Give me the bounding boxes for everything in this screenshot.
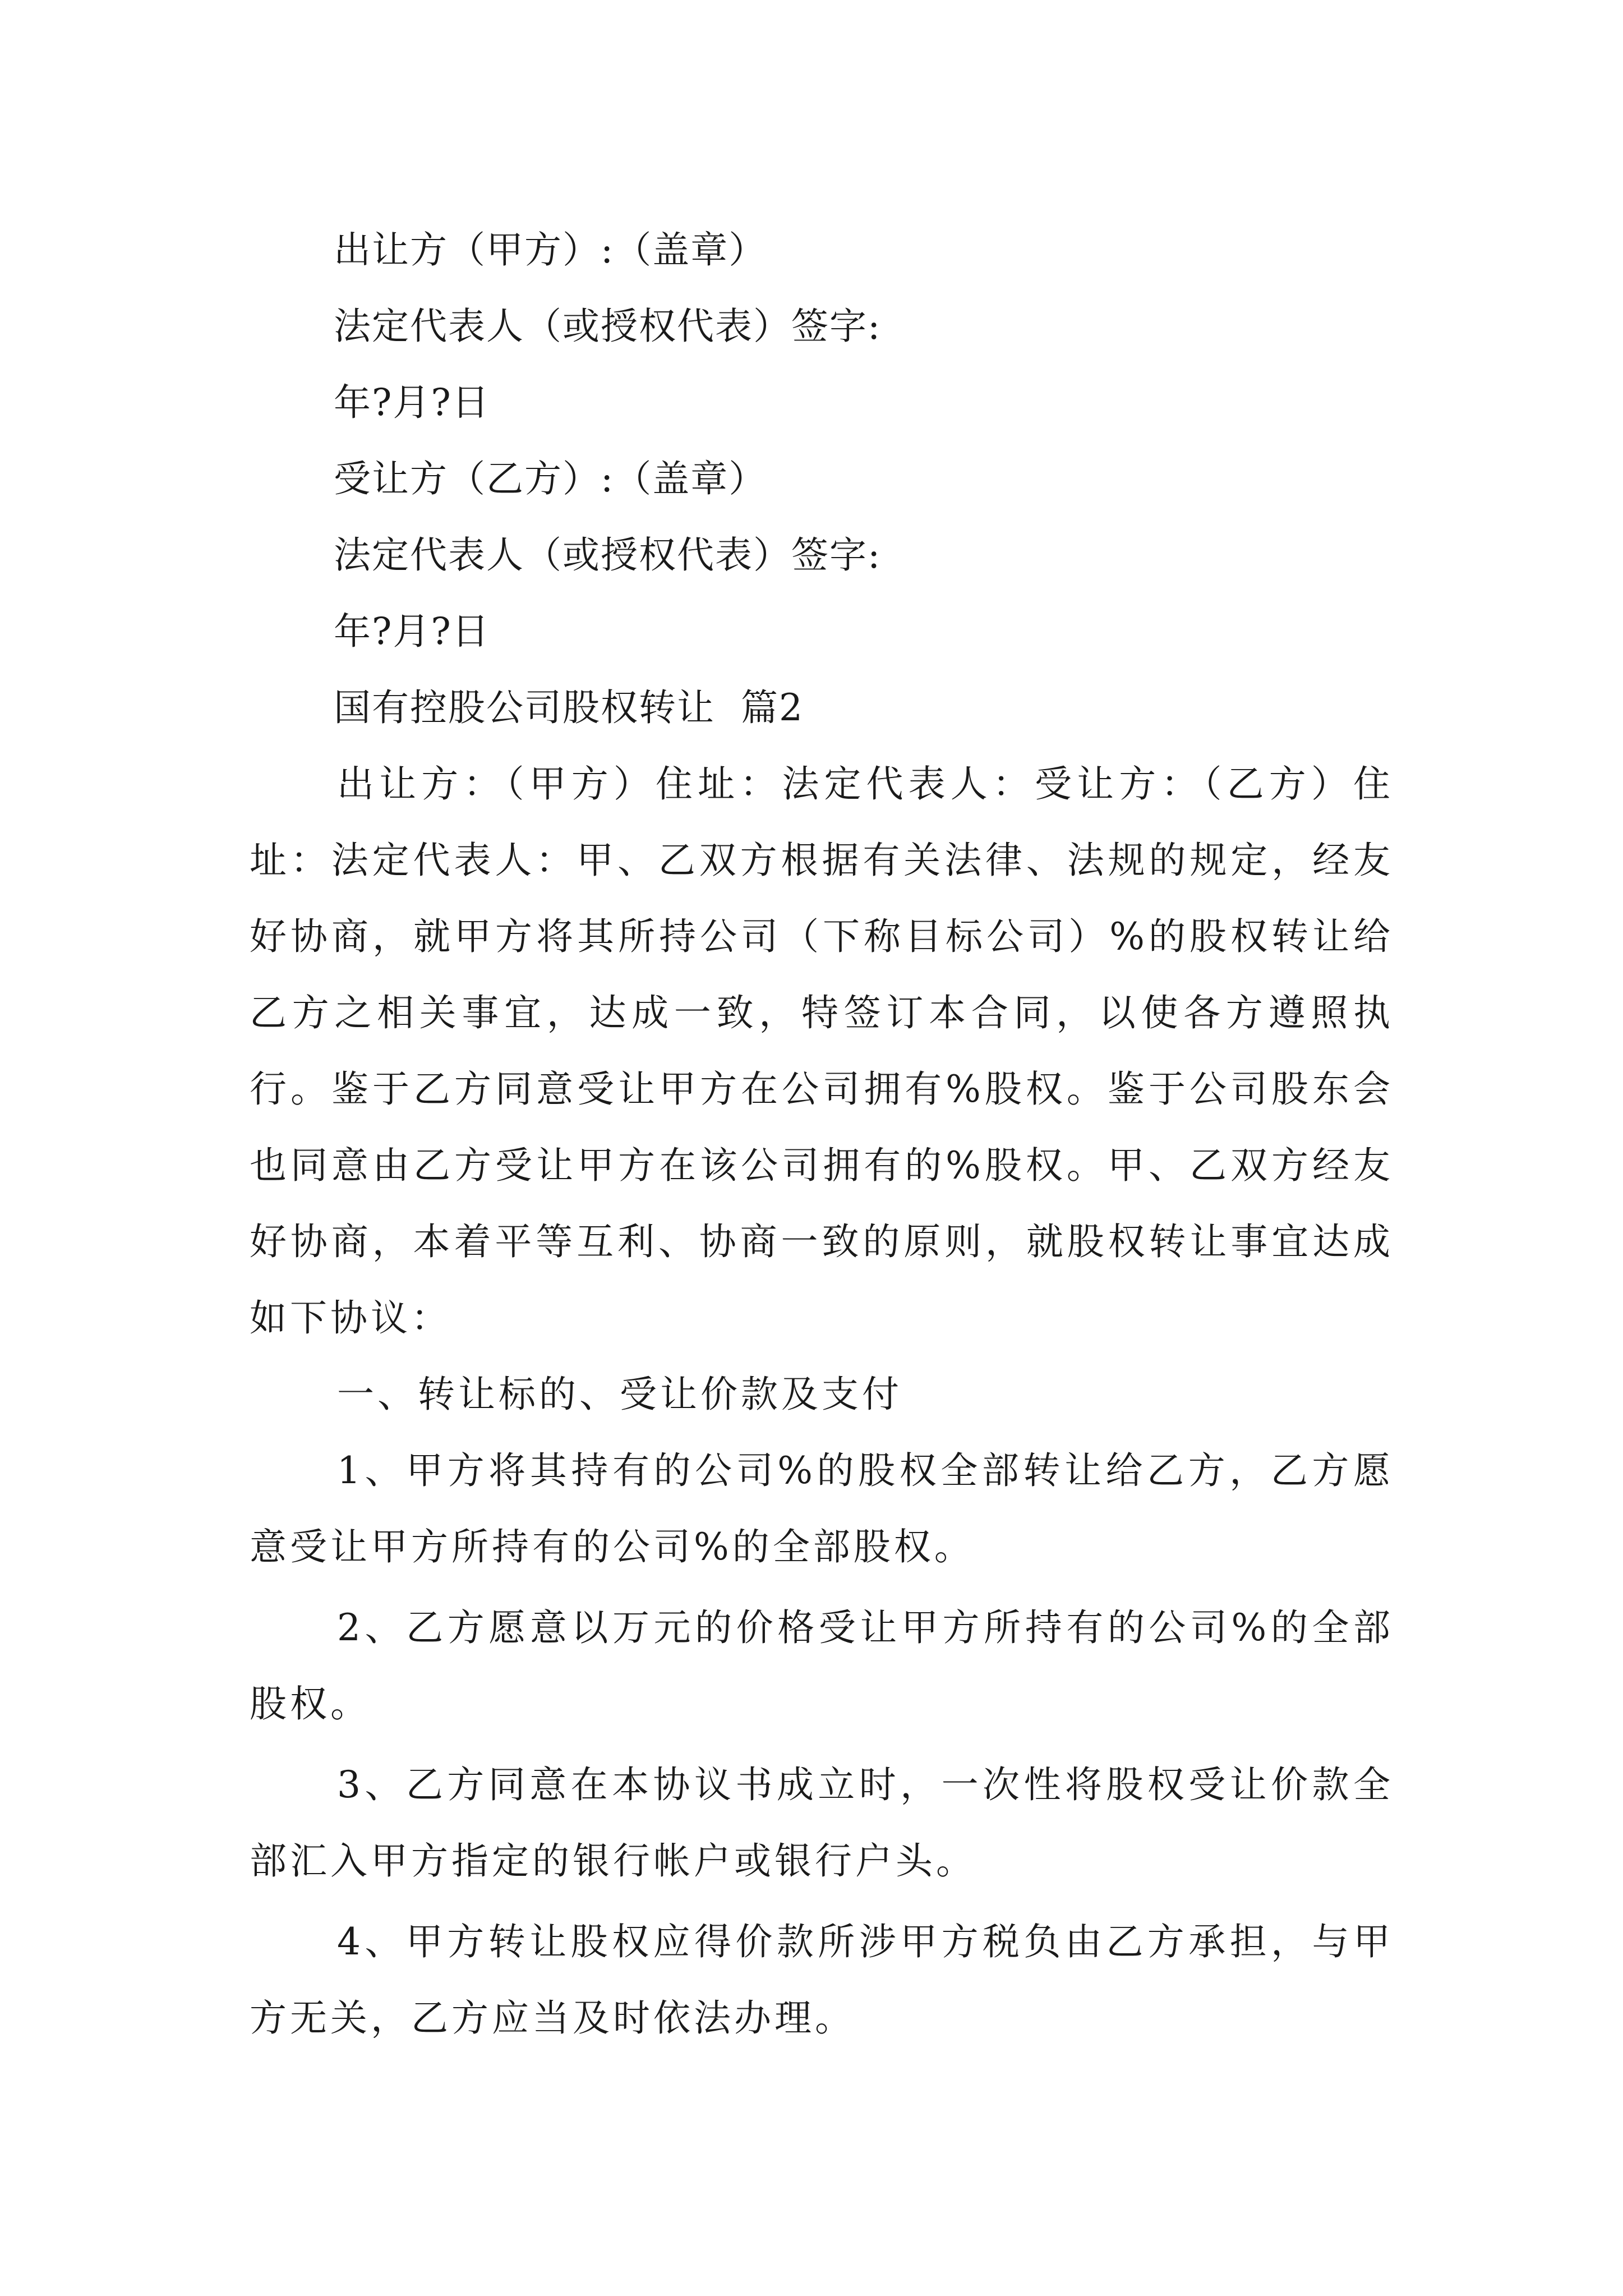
clause-2: 2、乙方愿意以万元的价格受让甲方所持有的公司%的全部股权。	[250, 1606, 1394, 1726]
clause-3: 3、乙方同意在本协议书成立时，一次性将股权受让价款全部汇入甲方指定的银行帐户或银行户头。	[250, 1763, 1394, 1883]
transferee-date-line: 年?月?日	[334, 610, 490, 653]
agreement-preamble: 出让方：（甲方）住址：法定代表人：受让方：（乙方）住址：法定代表人：甲、乙双方根据有关法律、法规的规定，经友好协商，就甲方将其所持公司（下称目标公司）%的股权转让给乙方之相关事宜，达成一致，特签订本合同，以使各方遵照执行。鉴于乙方同意受让甲方在公司拥有%股权。鉴于公司股东会也同意由乙方受让甲方在该公司拥有的%股权。甲、乙双方经友好协商，本着平等互利、协商一致的原则，就股权转让事宜达成如下协议：	[250, 762, 1394, 1340]
transferor-signature-line: 法定代表人（或授权代表）签字:	[334, 305, 882, 348]
clause-4: 4、甲方转让股权应得价款所涉甲方税负由乙方承担，与甲方无关，乙方应当及时依法办理。	[250, 1920, 1394, 2040]
document-body	[250, 212, 1394, 2056]
transferee-seal-line: 受让方（乙方）:（盖章）	[334, 457, 767, 500]
section-title: 国有控股公司股权转让 篇2	[334, 686, 804, 729]
transferee-signature-line: 法定代表人（或授权代表）签字:	[334, 533, 882, 577]
transferor-date-line: 年?月?日	[334, 381, 490, 424]
clause-heading: 一、转让标的、受让价款及支付	[337, 1373, 902, 1416]
clause-1: 1、甲方将其持有的公司%的股权全部转让给乙方，乙方愿意受让甲方所持有的公司%的全部股权。	[250, 1449, 1394, 1568]
transferor-seal-line: 出让方（甲方）:（盖章）	[334, 228, 767, 272]
